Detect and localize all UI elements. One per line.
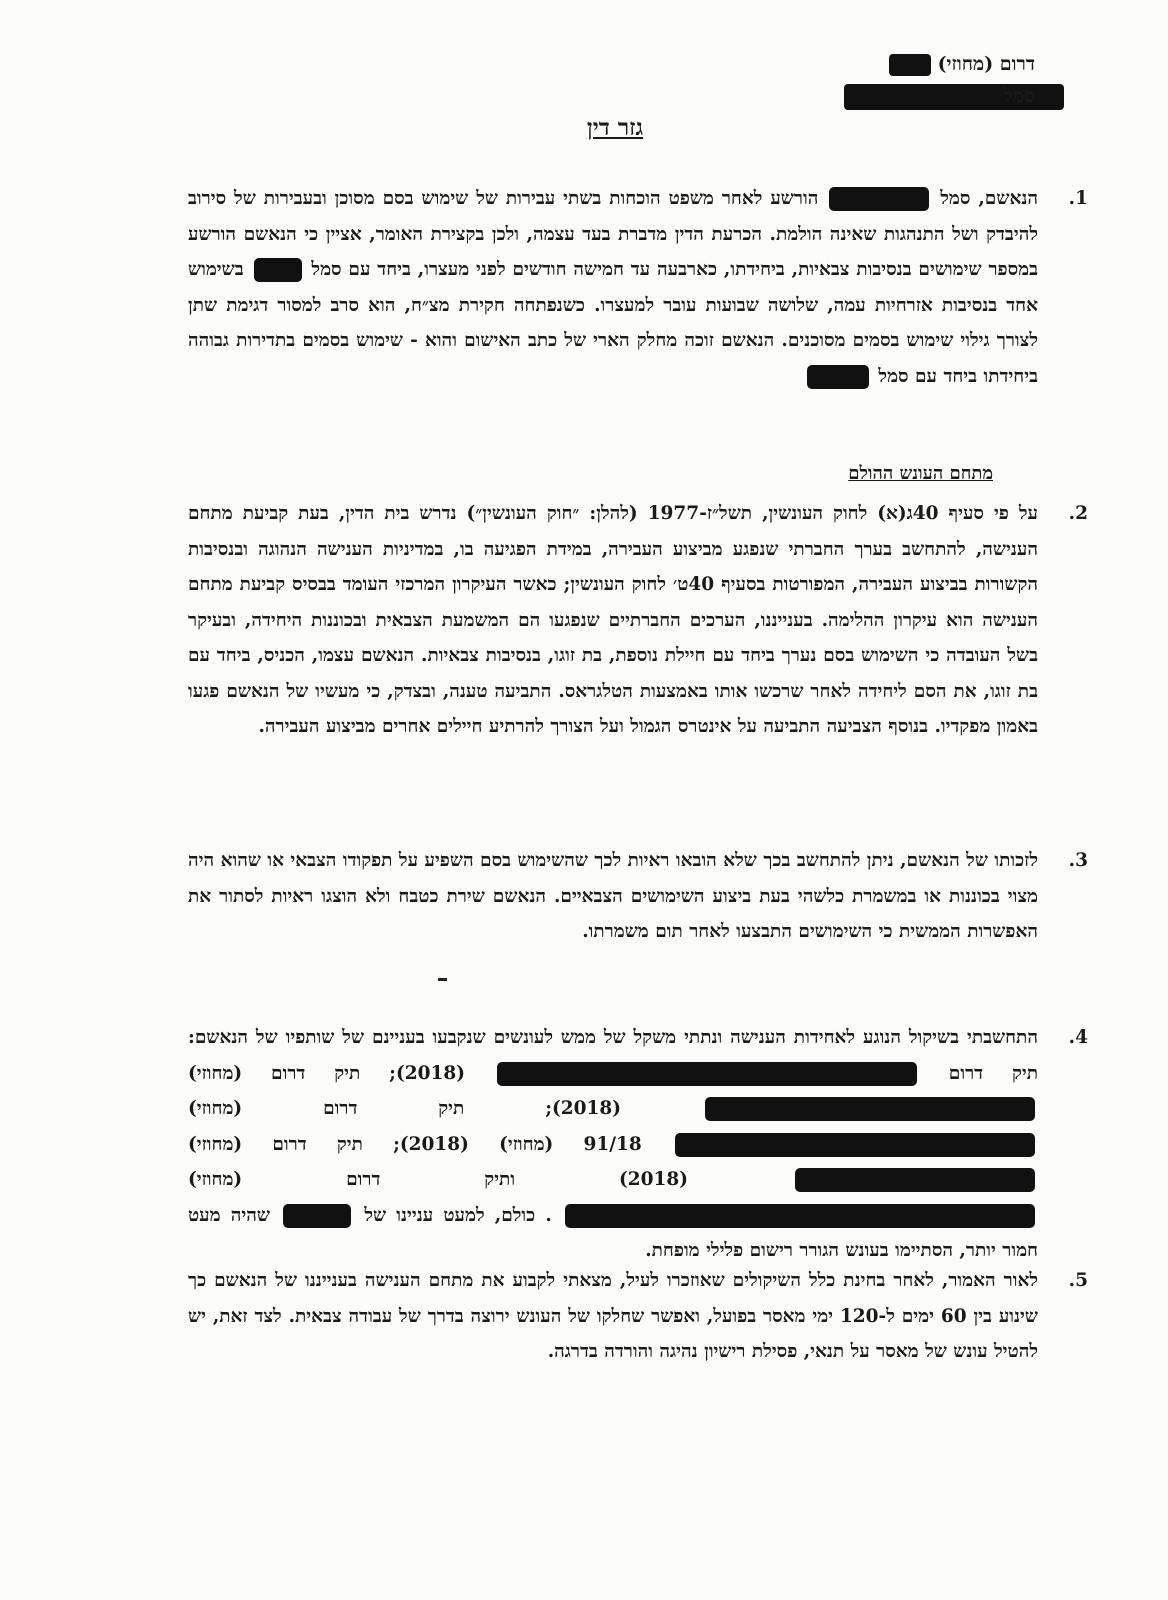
paragraph-5 (188, 1263, 1088, 1370)
stray-mark (438, 978, 447, 981)
paragraph-text: התחשבתי בשיקול הנוגע לאחידות הענישה ונתתי משקל של ממש לעונשים שנקבעו בעניינם של שותפיו של הנאשם: תיק דרום (2018); תיק דרום (מחוזי) (2018); תיק דרום (מחוזי) 91/18 (מחוזי) (2018); תיק דרום (מחוזי) (2018) ותיק דרום (מחוזי) . כולם, למעט עניינו של שהיה מעט חמור יותר, הסתיימו בעונש הגורר רישום פלילי מופחת. (188, 1027, 1038, 1261)
redaction-bar (283, 1204, 351, 1228)
paragraph-number: 2. (1068, 503, 1088, 524)
header-block (844, 48, 1035, 112)
redaction-bar (795, 1168, 1035, 1192)
redaction-bar (705, 1097, 1035, 1121)
redaction-bar (254, 258, 302, 282)
paragraph-number: 1. (1068, 188, 1088, 209)
paragraph-text: לאור האמור, לאחר בחינת כלל השיקולים שאוזכרו לעיל, מצאתי לקבוע את מתחם הענישה בענייננו של הנאשם כך שינוע בין 60 ימים ל-120 ימי מאסר בפועל, ואפשר שחלקו של העונש ירוצה בדרך של עבודה צבאית. לצד זאת, יש להטיל עונש של מאסר על תנאי, פסילת רישיון נהיגה והורדה בדרגה. (188, 1270, 1038, 1362)
paragraph-4 (188, 1020, 1088, 1269)
redaction-bar (807, 365, 869, 389)
paragraph-number: 5. (1068, 1270, 1088, 1291)
paragraph-text: על פי סעיף 40ג(א) לחוק העונשין, תשל״ז-1977 (להלן: ״חוק העונשין״) נדרש בית הדין, בעת קביעת מתחם הענישה, להתחשב בערך החברתי שנפגע מביצוע העבירה, במידת הפגיעה בו, במדיניות הענישה הנהוגה ובנסיבות הקשורות בביצוע העבירה, המפורטות בסעיף 40ט׳ לחוק העונשין; כאשר העיקרון המרכזי העומד בבסיס קביעת מתחם הענישה הוא עיקרון ההלימה. בענייננו, הערכים החברתיים שנפגעו הם המשמעת הצבאית ובכוננות היחידה, ובעיקר בשל העובדה כי השימוש בסם נערך ביחד עם חיילת נוספת, בת זוגו, בנסיבות צבאיות. הנאשם עצמו, הכניס, ביחד עם בת זוגו, את הסם ליחידה לאחר שרכשו אותו באמצעות הטלגראס. התביעה טענה, ובצדק, כי מעשיו של הנאשם פגעו באמון מפקדיו. בנוסף הצביעה התביעה על אינטרס הגמול ועל הצורך להרתיע חיילים אחרים מביצוע העבירה. (188, 503, 1038, 737)
page-title: גזר דין (586, 114, 644, 141)
court-line: דרום (מחוזי) (844, 48, 1035, 80)
rank-line: סמל (844, 80, 1035, 112)
paragraph-text: הנאשם, סמל הורשע לאחר משפט הוכחות בשתי עבירות של שימוש בסם מסוכן ובעבירות של סירוב להיבדק ושל התנהגות שאינה הולמת. הכרעת הדין מדברת בעד עצמה, ולכן בקצירת האומר, אציין כי הנאשם הורשע במספר שימושים בנסיבות צבאיות, ביחידתו, כארבעה עד חמישה חודשים לפני מעצרו, ביחד עם סמל בשימוש אחד בנסיבות אזרחיות עמה, שלושה שבועות עובר למעצרו. כשנפתחה חקירת מצ״ח, הוא סרב למסור דגימת שתן לצורך גילוי שימוש בסמים מסוכנים. הנאשם זוכה מחלק הארי של כתב האישום והוא - שימוש בסמים בתדירות גבוהה ביחידתו ביחד עם סמל (188, 188, 1038, 387)
redaction-bar (675, 1133, 1035, 1157)
paragraph-2 (188, 496, 1088, 745)
redaction-bar (829, 187, 929, 211)
redaction-bar (565, 1204, 1035, 1228)
paragraph-number: 4. (1068, 1027, 1088, 1048)
redaction-bar (889, 54, 931, 76)
paragraph-text: לזכותו של הנאשם, ניתן להתחשב בכך שלא הובאו ראיות לכך שהשימוש בסם השפיע על תפקודו הצבאי או שהוא היה מצוי בכוננות או במשמרת כלשהי בעת ביצוע השימושים הצבאיים. הנאשם שירת כטבח ולא הוצגו ראיות לסתור את האפשרות הממשית כי השימושים התבצעו לאחר תום משמרתו. (188, 850, 1038, 942)
paragraph-number: 3. (1068, 850, 1088, 871)
redaction-bar (497, 1062, 917, 1086)
section-subheading: מתחם העונש ההולם (848, 463, 993, 484)
paragraph-1 (188, 181, 1088, 394)
paragraph-3 (188, 843, 1088, 950)
